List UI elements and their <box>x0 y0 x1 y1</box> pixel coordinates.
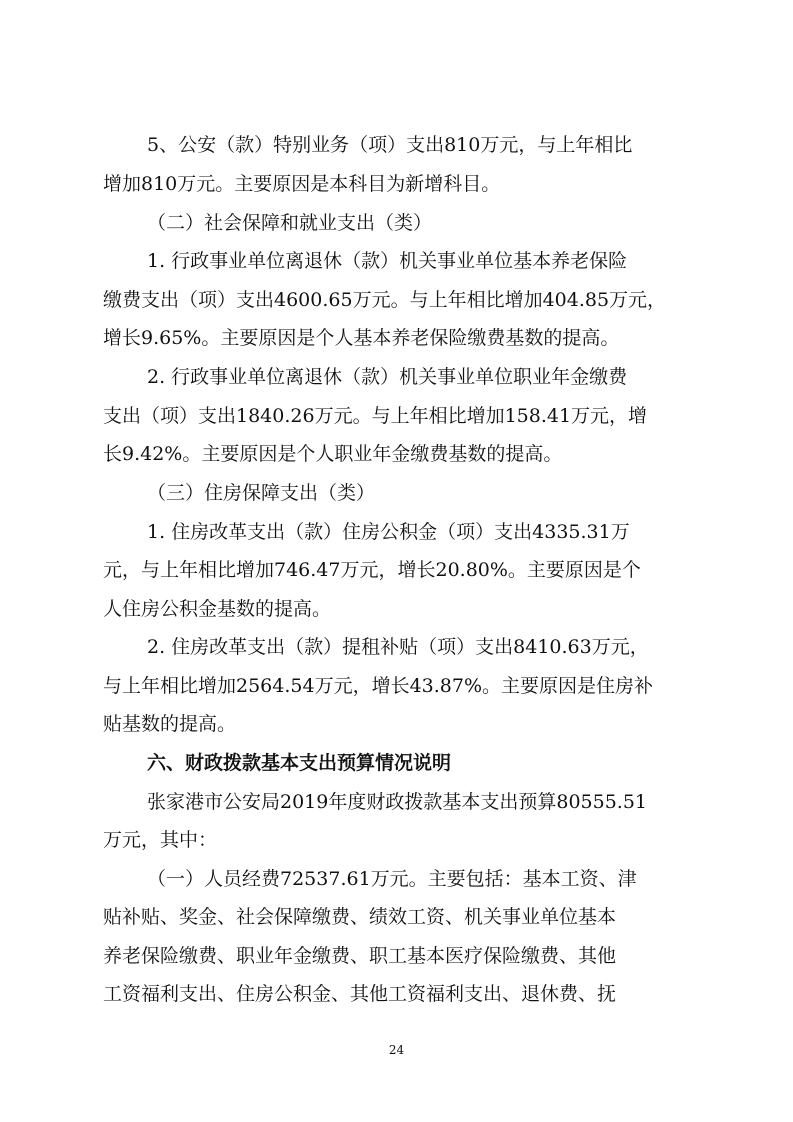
paragraph-line: 长9.42%。主要原因是个人职业年金缴费基数的提高。 <box>103 443 563 465</box>
paragraph-line: 2. 住房改革支出（款）提租补贴（项）支出8410.63万元， <box>147 636 649 658</box>
paragraph-line: 贴基数的提高。 <box>103 713 237 735</box>
paragraph-line: （一）人员经费72537.61万元。主要包括：基本工资、津 <box>147 868 637 890</box>
paragraph-line: 5、公安（款）特别业务（项）支出810万元，与上年相比 <box>147 134 633 156</box>
section-subheading: （三）住房保障支出（类） <box>147 482 376 504</box>
paragraph-line: 人住房公积金基数的提高。 <box>103 598 332 620</box>
section-subheading: （二）社会保障和就业支出（类） <box>147 212 433 234</box>
paragraph-line: 2. 行政事业单位离退休（款）机关事业单位职业年金缴费 <box>147 366 628 388</box>
paragraph-line: 张家港市公安局2019年度财政拨款基本支出预算80555.51 <box>147 791 648 813</box>
section-heading: 六、财政拨款基本支出预算情况说明 <box>147 752 452 774</box>
paragraph-line: 万元，其中： <box>103 829 218 851</box>
paragraph-line: 与上年相比增加2564.54万元，增长43.87%。主要原因是住房补 <box>103 675 654 697</box>
paragraph-line: 元，与上年相比增加746.47万元，增长20.80%。主要原因是个 <box>103 559 641 581</box>
paragraph-line: 1. 住房改革支出（款）住房公积金（项）支出4335.31万 <box>147 521 630 543</box>
page-number: 24 <box>388 1043 405 1057</box>
paragraph-line: 缴费支出（项）支出4600.65万元。与上年相比增加404.85万元， <box>103 289 667 311</box>
paragraph-line: 养老保险缴费、职业年金缴费、职工基本医疗保险缴费、其他 <box>103 945 617 967</box>
paragraph-line: 支出（项）支出1840.26万元。与上年相比增加158.41万元，增 <box>103 405 648 427</box>
paragraph-line: 增加810万元。主要原因是本科目为新增科目。 <box>103 173 501 195</box>
paragraph-line: 贴补贴、奖金、社会保障缴费、绩效工资、机关事业单位基本 <box>103 906 617 928</box>
paragraph-line: 1. 行政事业单位离退休（款）机关事业单位基本养老保险 <box>147 250 628 272</box>
paragraph-line: 增长9.65%。主要原因是个人基本养老保险缴费基数的提高。 <box>103 327 620 349</box>
paragraph-line: 工资福利支出、住房公积金、其他工资福利支出、退休费、抚 <box>103 983 617 1005</box>
